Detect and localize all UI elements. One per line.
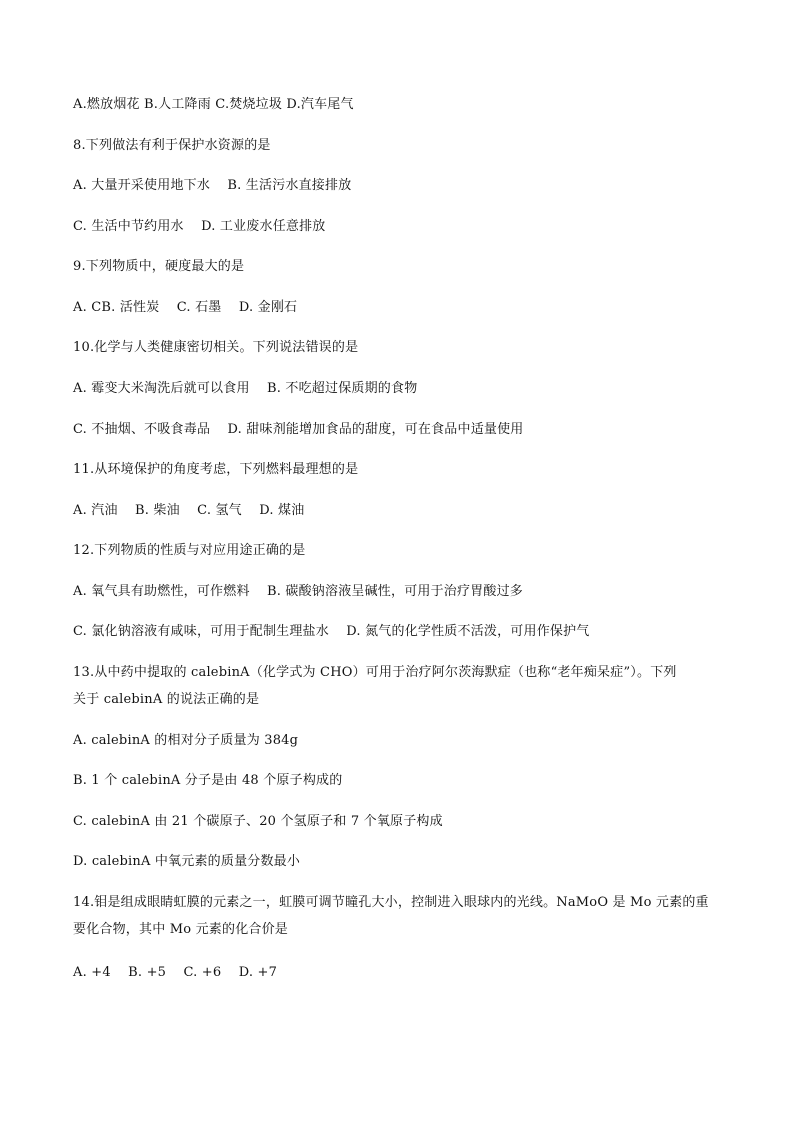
q14-stem-line1: 14.钼是组成眼睛虹膜的元素之一，虹膜可调节瞳孔大小，控制进入眼球内的光线。NaMoO 是 Mo 元素的重 [73, 895, 709, 910]
q7-options: A.燃放烟花 B.人工降雨 C.焚烧垃圾 D.汽车尾气 [73, 97, 354, 112]
q10-stem: 10.化学与人类健康密切相关。下列说法错误的是 [73, 340, 359, 355]
q8-stem: 8.下列做法有利于保护水资源的是 [73, 138, 271, 153]
q9-stem: 9.下列物质中，硬度最大的是 [73, 259, 245, 274]
q12-options-cd: C. 氯化钠溶液有咸味，可用于配制生理盐水 D. 氮气的化学性质不活泼，可用作保护气 [73, 624, 590, 639]
q14-stem-line2: 要化合物，其中 Mo 元素的化合价是 [73, 922, 289, 937]
q13-option-d: D. calebinA 中氧元素的质量分数最小 [73, 854, 301, 869]
q14-options: A. +4 B. +5 C. +6 D. +7 [73, 965, 278, 980]
q12-stem: 12.下列物质的性质与对应用途正确的是 [73, 543, 306, 558]
q10-options-cd: C. 不抽烟、不吸食毒品 D. 甜味剂能增加食品的甜度，可在食品中适量使用 [73, 422, 524, 437]
q13-option-b: B. 1 个 calebinA 分子是由 48 个原子构成的 [73, 773, 343, 788]
q13-stem-line2: 关于 calebinA 的说法正确的是 [73, 692, 260, 707]
q12-options-ab: A. 氧气具有助燃性，可作燃料 B. 碳酸钠溶液呈碱性，可用于治疗胃酸过多 [73, 584, 524, 599]
q11-stem: 11.从环境保护的角度考虑，下列燃料最理想的是 [73, 462, 359, 477]
q8-options-ab: A. 大量开采使用地下水 B. 生活污水直接排放 [73, 178, 352, 193]
q10-options-ab: A. 霉变大米淘洗后就可以食用 B. 不吃超过保质期的食物 [73, 381, 418, 396]
q13-stem-line1: 13.从中药中提取的 calebinA（化学式为 CHO）可用于治疗阿尔茨海默症（也称“老年痴呆症”）。下列 [73, 665, 677, 680]
q11-options: A. 汽油 B. 柴油 C. 氢气 D. 煤油 [73, 503, 305, 518]
q9-options: A. CB. 活性炭 C. 石墨 D. 金刚石 [73, 300, 298, 315]
q8-options-cd: C. 生活中节约用水 D. 工业废水任意排放 [73, 219, 326, 234]
q13-option-a: A. calebinA 的相对分子质量为 384g [73, 733, 299, 748]
q13-option-c: C. calebinA 由 21 个碳原子、20 个氢原子和 7 个氧原子构成 [73, 814, 443, 829]
